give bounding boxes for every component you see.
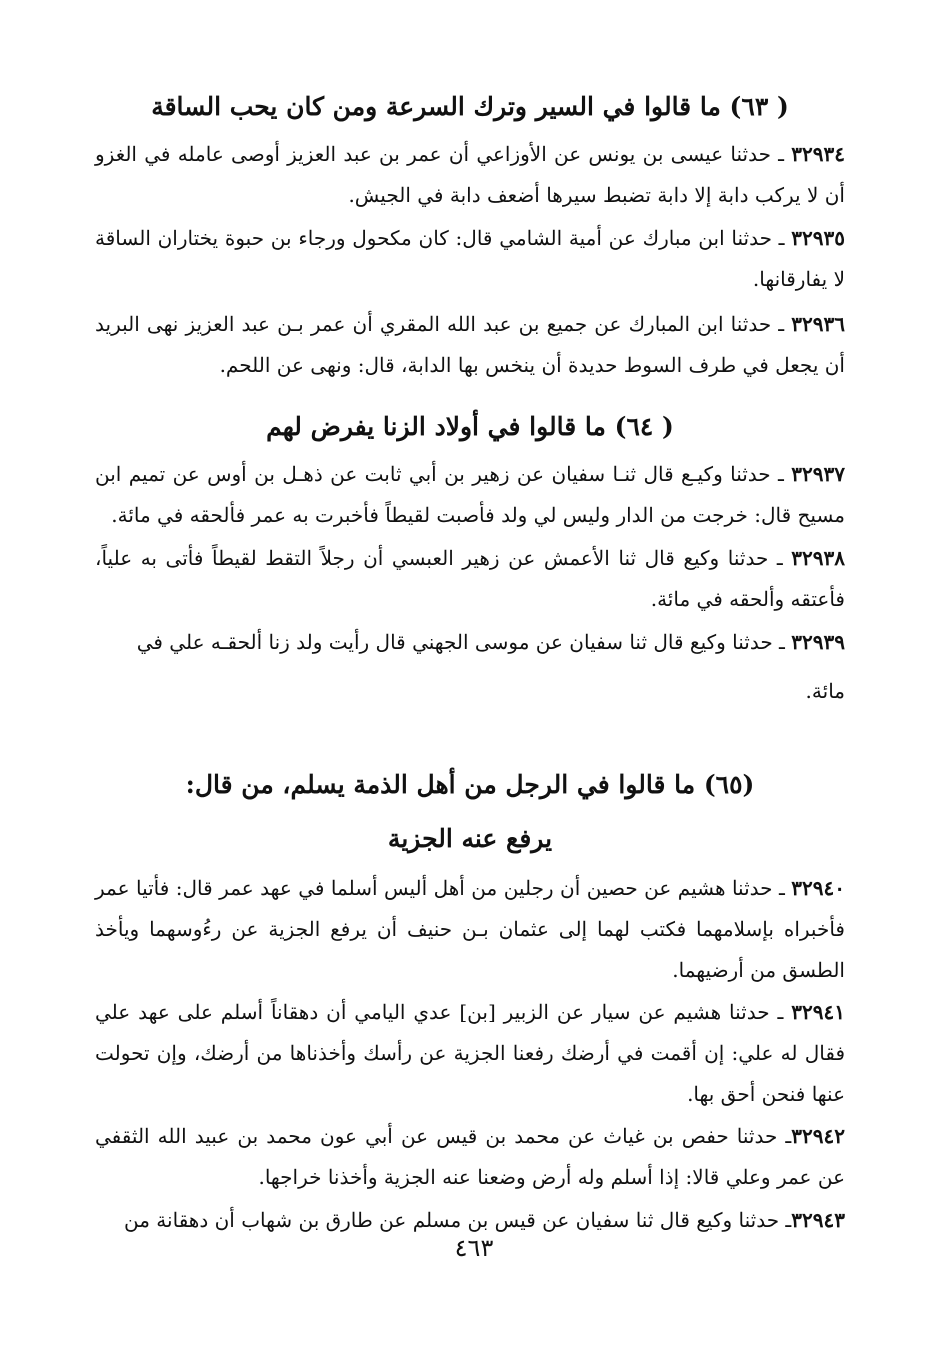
entry-text: ـ حدثنا ابن المبارك عن جميع بن عبد الله المقري أن عمر بـن عبد العزيز نهى البريد أن يجعل في طرف السوط حديدة أن ينخس بها الدابة، قال: ونهى عن اللحم. xyxy=(95,312,845,377)
entry-text-tail: مائة. xyxy=(805,679,845,703)
hadith-entry xyxy=(95,622,845,712)
hadith-entry xyxy=(95,454,845,536)
entry-text: ـ حدثنا هشيم عن حصين أن رجلين من أهل أليس أسلما في عهد عمر قال: فأتيا عمر فأخبراه بإسلامهما فكتب لهما إلى عثمان بـن حنيف أن يرفع الجزية عن رءُوسهما ويأخذ الطسق من أرضيهما. xyxy=(95,876,845,982)
entry-number: ٣٢٩٣٤ xyxy=(791,142,845,166)
entry-number: ٣٢٩٣٩ xyxy=(791,630,845,654)
entry-number: ٣٢٩٤٣ xyxy=(791,1208,845,1232)
entry-number: ٣٢٩٣٦ xyxy=(791,312,845,336)
entry-text: ـ حدثنا حفص بن غياث عن محمد بن قيس عن أبي عون محمد بن عبيد الله الثقفي عن عمر وعلي قالا: إذا أسلم وله أرض وضعنا عنه الجزية وأخذنا خراجها. xyxy=(95,1124,845,1189)
entry-number: ٣٢٩٤٠ xyxy=(791,876,845,900)
page-number: ٤٦٣ xyxy=(454,1234,494,1262)
entry-number: ٣٢٩٤٢ xyxy=(791,1124,845,1148)
entry-text: ـ حدثنا وكيع قال ثنا سفيان عن موسى الجهني قال رأيت ولد زنا ألحقـه علي في xyxy=(136,630,792,654)
hadith-entry xyxy=(95,1116,845,1198)
entry-number: ٣٢٩٣٥ xyxy=(791,226,845,250)
entry-text: ـ حدثنا عيسى بن يونس عن الأوزاعي أن عمر بن عبد العزيز أوصى عامله في الغزو أن لا يركب دابة إلا دابة تضبط سيرها أضعف دابة في الجيش. xyxy=(95,142,845,207)
entry-text: ـ حدثنا وكيـع قال ثنـا سفيان عن زهير بن أبي ثابت عن ذهـل بن أوس عن تميم ابن مسيح قال: خرجت من الدار وليس لي ولد فأصبت لقيطاً فأخبرت به عمر فألحقه في مائة. xyxy=(95,462,845,527)
entry-number: ٣٢٩٤١ xyxy=(791,1000,845,1024)
entry-number: ٣٢٩٣٨ xyxy=(791,546,845,570)
entry-text: ـ حدثنا هشيم عن سيار عن الزبير [بن] عدي اليامي أن دهقاناً أسلم على عهد علي فقال له علي: إن أقمت في أرضك رفعنا الجزية عن رأسك وأخذناها من أرضك، وإن تحولت عنها فنحن أحق بها. xyxy=(95,1000,845,1106)
entry-text: ـ حدثنا ابن مبارك عن أمية الشامي قال: كان مكحول ورجاء بن حبوة يختاران الساقة لا يفارقانها. xyxy=(95,226,845,291)
hadith-entry xyxy=(95,304,845,386)
entry-number: ٣٢٩٣٧ xyxy=(791,462,845,486)
section-heading-63: ( ٦٣) ما قالوا في السير وترك السرعة ومن كان يحب الساقة xyxy=(151,92,789,121)
entry-text: ـ حدثنا وكيع قال ثنا سفيان عن قيس بن مسلم عن طارق بن شهاب أن دهقانة من xyxy=(124,1208,792,1232)
hadith-entry xyxy=(95,868,845,991)
hadith-entry xyxy=(95,134,845,216)
entry-text: ـ حدثنا وكيع قال ثنا الأعمش عن زهير العبسي أن رجلاً التقط لقيطاً فأتى به علياً، فأعتقه وألحقه في مائة. xyxy=(95,546,845,611)
hadith-entry xyxy=(95,992,845,1115)
section-heading-64: ( ٦٤) ما قالوا في أولاد الزنا يفرض لهم xyxy=(266,412,674,441)
hadith-entry xyxy=(95,538,845,620)
hadith-entry xyxy=(95,218,845,300)
section-heading-65: (٦٥) ما قالوا في الرجل من أهل الذمة يسلم، من قال: xyxy=(185,770,755,799)
section-subheading-65: يرفع عنه الجزية xyxy=(387,824,553,853)
